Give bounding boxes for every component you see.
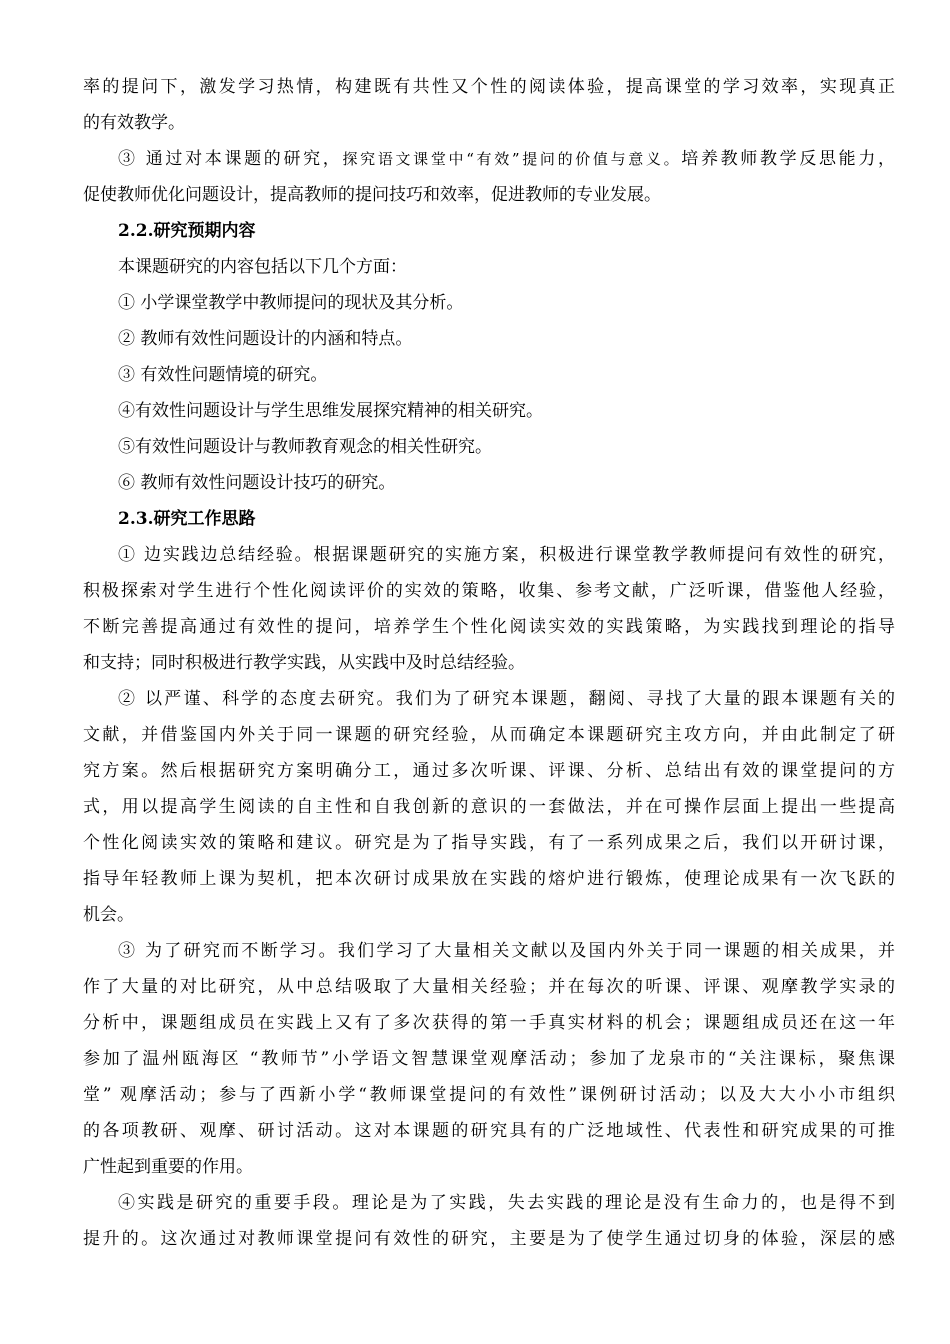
text-line: 作了大量的对比研究，从中总结吸取了大量相关经验；并在每次的听课、评课、观摩教学实录的 [83,977,895,997]
list-item: ① 小学课堂教学中教师提问的现状及其分析。 [118,293,464,313]
document-page [83,69,895,1257]
text-line: ④实践是研究的重要手段。理论是为了实践，失去实践的理论是没有生命力的，也是得不到 [118,1193,895,1213]
text-line [83,141,895,177]
list-item: ⑤有效性问题设计与教师教育观念的相关性研究。 [118,437,492,457]
text-line: ③ 为了研究而不断学习。我们学习了大量相关文献以及国内外关于同一课题的相关成果，并 [118,941,895,961]
text-line: 促使教师优化问题设计，提高教师的提问技巧和效率，促进教师的专业发展。 [83,185,661,205]
text-fragment: ③ 通过对本课题的研究， [118,149,343,169]
list-item: ② 教师有效性问题设计的内涵和特点。 [118,329,413,349]
text-line: 式，用以提高学生阅读的自主性和自我创新的意识的一套做法，并在可操作层面上提出一些提高 [83,797,895,817]
text-line: 积极探索对学生进行个性化阅读评价的实效的策略，收集、参考文献，广泛听课，借鉴他人经验， [83,581,895,601]
text-line: 文献，并借鉴国内外关于同一课题的研究经验，从而确定本课题研究主攻方向，并由此制定了研 [83,725,895,745]
section-heading: 2.2.研究预期内容 [118,221,256,241]
text-line: ① 边实践边总结经验。根据课题研究的实施方案，积极进行课堂教学教师提问有效性的研究， [118,545,895,565]
text-line: 和支持；同时积极进行教学实践，从实践中及时总结经验。 [83,653,525,673]
list-item: ③ 有效性问题情境的研究。 [118,365,328,385]
text-line: 率的提问下，激发学习热情，构建既有共性又个性的阅读体验，提高课堂的学习效率，实现真正 [83,77,895,97]
list-item: ④有效性问题设计与学生思维发展探究精神的相关研究。 [118,401,543,421]
text-line: 参加了温州瓯海区 “教师节”小学语文智慧课堂观摩活动；参加了龙泉市的“关注课标，聚焦课 [83,1049,895,1069]
section-heading: 2.3.研究工作思路 [118,509,256,529]
text-line: 的有效教学。 [83,113,185,133]
text-fragment: 探究语文课堂中“有效”提问的价值与意义。 [342,150,682,168]
text-line: 指导年轻教师上课为契机，把本次研讨成果放在实践的熔炉进行锻炼，使理论成果有一次飞跃的 [83,869,895,889]
text-line: 分析中，课题组成员在实践上又有了多次获得的第一手真实材料的机会；课题组成员还在这一年 [83,1013,895,1033]
text-line: 个性化阅读实效的策略和建议。研究是为了指导实践，有了一系列成果之后，我们以开研讨课， [83,833,895,853]
text-line: 不断完善提高通过有效性的提问，培养学生个性化阅读实效的实践策略，为实践找到理论的指导 [83,617,895,637]
text-line: 机会。 [83,905,134,925]
text-line: 堂” 观摩活动；参与了西新小学“教师课堂提问的有效性”课例研讨活动；以及大大小小市组织 [83,1085,895,1105]
text-line: 广性起到重要的作用。 [83,1157,253,1177]
text-line: 究方案。然后根据研究方案明确分工，通过多次听课、评课、分析、总结出有效的课堂提问的方 [83,761,895,781]
text-line: 本课题研究的内容包括以下几个方面： [118,257,407,277]
text-fragment: 培养教师教学反思能力， [681,149,896,169]
text-line: 提升的。这次通过对教师课堂提问有效性的研究，主要是为了使学生通过切身的体验，深层的感 [83,1229,895,1249]
list-item: ⑥ 教师有效性问题设计技巧的研究。 [118,473,396,493]
text-line: 的各项教研、观摩、研讨活动。这对本课题的研究具有的广泛地域性、代表性和研究成果的可推 [83,1121,895,1141]
text-line: ② 以严谨、科学的态度去研究。我们为了研究本课题，翻阅、寻找了大量的跟本课题有关的 [118,689,895,709]
